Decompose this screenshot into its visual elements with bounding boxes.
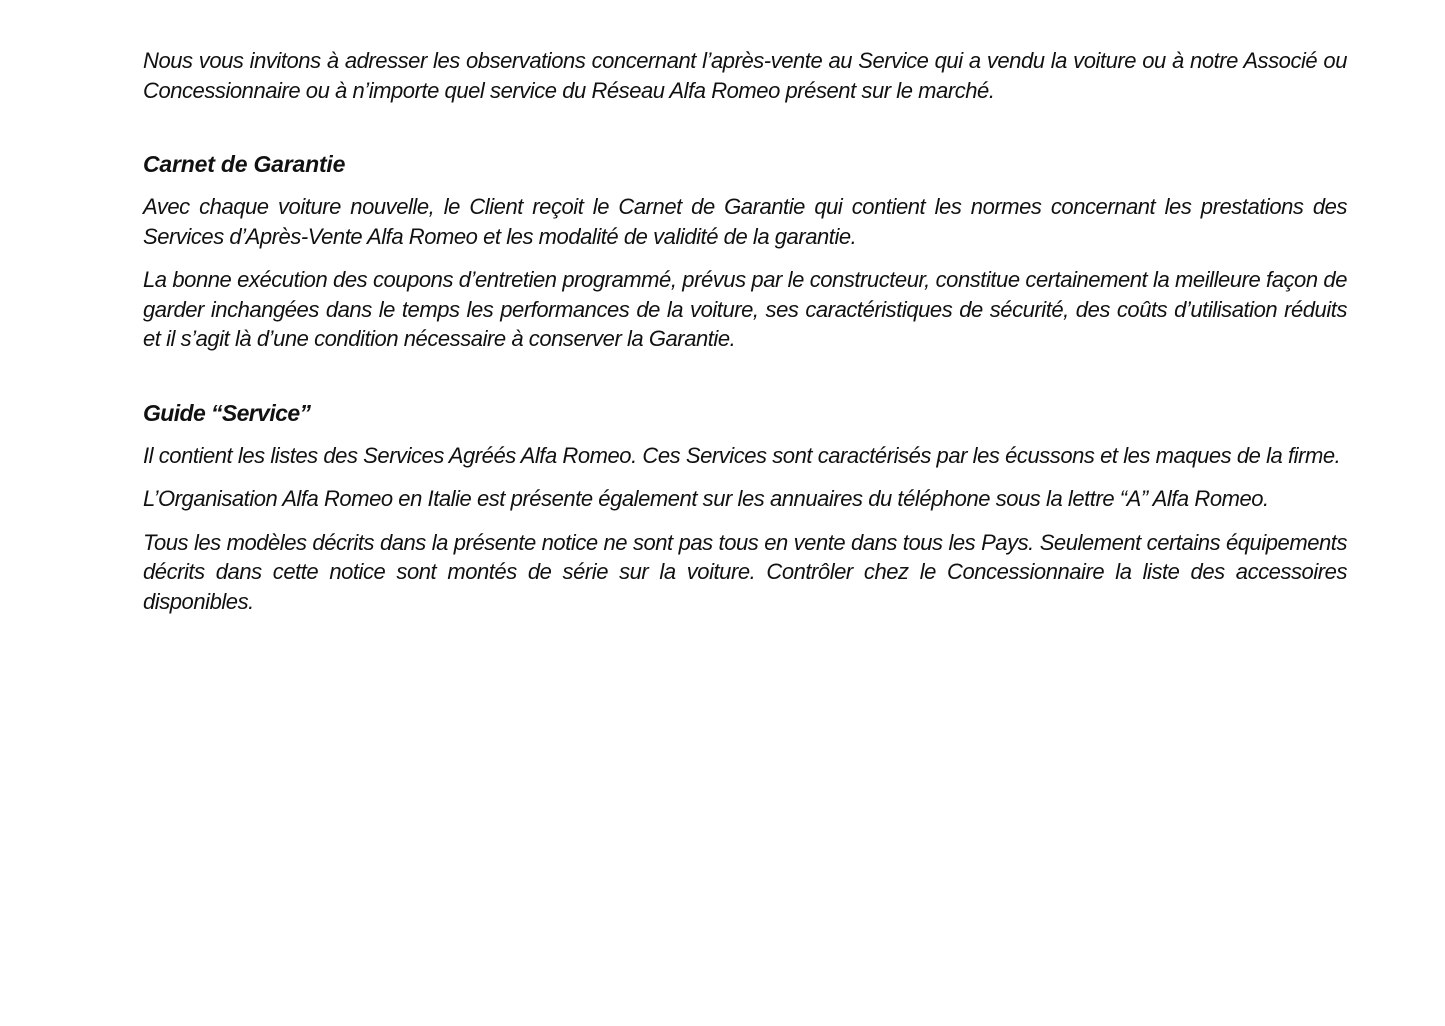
guide-paragraph-1: Il contient les listes des Services Agréés Alfa Romeo. Ces Services sont caractérisés par les écussons et les maques de la firme.: [143, 442, 1341, 468]
section-heading-guide-service: Guide “Service”: [143, 399, 311, 426]
carnet-paragraph-2: La bonne exécution des coupons d’entretien programmé, prévus par le constructeur, constitue certainement la meilleure façon de garder inchangées dans le temps les performances de la voiture, ses caractéristiques de sécurité, des coûts d’utilisation réduits et il s’agit là d’une condition nécessaire à conserver la Garantie.: [143, 267, 1347, 351]
carnet-paragraph-1: Avec chaque voiture nouvelle, le Client reçoit le Carnet de Garantie qui contient les normes concernant les prestations des Services d’Après-Vente Alfa Romeo et les modalité de validité de la garantie.: [143, 194, 1347, 249]
section-heading-carnet-de-garantie: Carnet de Garantie: [143, 151, 346, 177]
guide-paragraph-3: Tous les modèles décrits dans la présente notice ne sont pas tous en vente dans tous les Pays. Seulement certains équipements décrits dans cette notice sont montés de série sur la voiture. Contrôler chez le Concessionnaire la liste des accessoires disponibles.: [143, 529, 1347, 614]
guide-paragraph-2: L’Organisation Alfa Romeo en Italie est présente également sur les annuaires du téléphone sous la lettre “A” Alfa Romeo.: [143, 486, 1269, 511]
document-page: [143, 46, 1347, 630]
intro-paragraph: Nous vous invitons à adresser les observations concernant l’après-vente au Service qui a vendu la voiture ou à notre Associé ou Concessionnaire ou à n’importe quel service du Réseau Alfa Romeo présent sur le marché.: [143, 48, 1347, 103]
